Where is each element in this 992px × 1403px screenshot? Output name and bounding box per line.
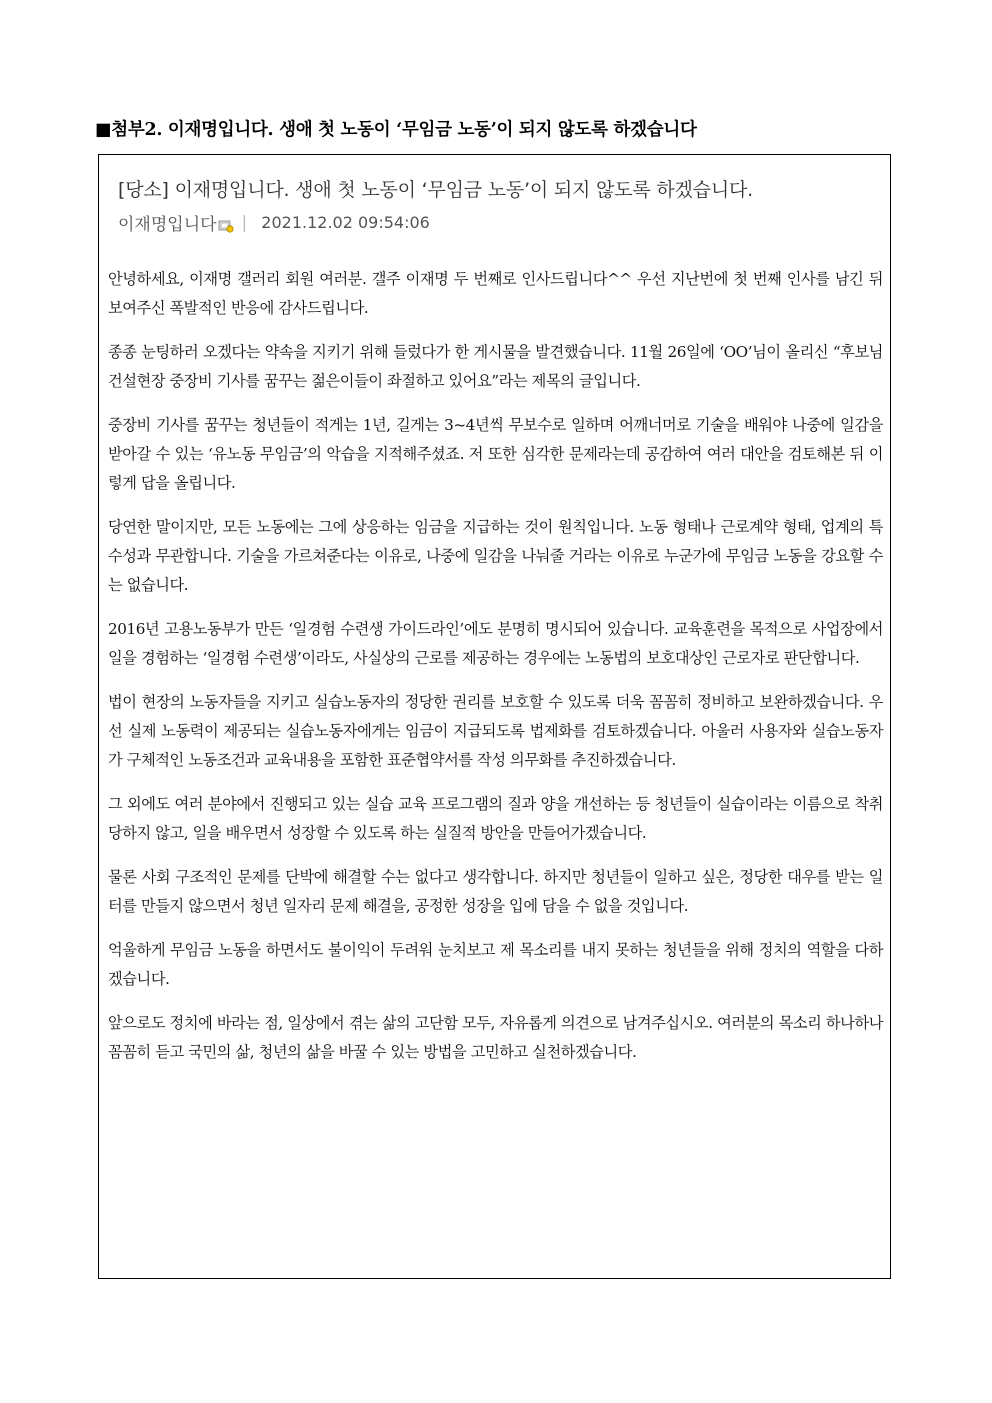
paragraph-9: 억울하게 무임금 노동을 하면서도 불이익이 두려워 눈치보고 제 목소리를 내지 못하는 청년들을 위해 정치의 역할을 다하겠습니다. [108,941,883,988]
post-content [108,265,883,1082]
paragraph-6: 법이 현장의 노동자들을 지키고 실습노동자의 정당한 권리를 보호할 수 있도록 더욱 꼼꼼히 정비하고 보완하겠습니다. 우선 실제 노동력이 제공되는 실습노동자에게는 임금이 지급되도록 법제화를 검토하겠습니다. 아울러 사용자와 실습노동자가 구체적인 노동조건과 교육내용을 포함한 표준협약서를 작성 의무화를 추진하겠습니다. [108,693,883,769]
attachment-title: ■첨부2. 이재명입니다. 생애 첫 노동이 ‘무임금 노동’이 되지 않도록 하겠습니다 [95,120,697,140]
paragraph-7: 그 외에도 여러 분야에서 진행되고 있는 실습 교육 프로그램의 질과 양을 개선하는 등 청년들이 실습이라는 이름으로 착취당하지 않고, 일을 배우면서 성장할 수 있도록 하는 실질적 방안을 만들어가겠습니다. [108,795,883,842]
post-box [98,154,891,1279]
paragraph-1: 안녕하세요, 이재명 갤러리 회원 여러분. 갤주 이재명 두 번째로 인사드립니다^^ 우선 지난번에 첫 번째 인사를 남긴 뒤 보여주신 폭발적인 반응에 감사드립니다. [108,270,883,317]
author-name[interactable]: 이재명입니다 [118,215,217,235]
user-badge-icon [218,218,234,232]
post-datetime: 2021.12.02 09:54:06 [261,213,430,232]
post-meta [118,210,430,235]
meta-separator: | [241,212,248,233]
paragraph-4: 당연한 말이지만, 모든 노동에는 그에 상응하는 임금을 지급하는 것이 원칙입니다. 노동 형태나 근로계약 형태, 업계의 특수성과 무관합니다. 기술을 가르쳐준다는 이유로, 나중에 일감을 나눠줄 거라는 이유로 누군가에 무임금 노동을 강요할 수는 없습니다. [108,518,883,594]
paragraph-2: 종종 눈팅하러 오겠다는 약속을 지키기 위해 들렀다가 한 게시물을 발견했습니다. 11월 26일에 ‘OO’님이 올리신 “후보님 건설현장 중장비 기사를 꿈꾸는 젊은이들이 좌절하고 있어요”라는 제목의 글입니다. [108,343,883,390]
paragraph-8: 물론 사회 구조적인 문제를 단박에 해결할 수는 없다고 생각합니다. 하지만 청년들이 일하고 싶은, 정당한 대우를 받는 일터를 만들지 않으면서 청년 일자리 문제 해결을, 공정한 성장을 입에 담을 수 없을 것입니다. [108,868,883,915]
paragraph-10: 앞으로도 정치에 바라는 점, 일상에서 겪는 삶의 고단함 모두, 자유롭게 의견으로 남겨주십시오. 여러분의 목소리 하나하나 꼼꼼히 듣고 국민의 삶, 청년의 삶을 바꿀 수 있는 방법을 고민하고 실천하겠습니다. [108,1014,883,1061]
post-title[interactable]: [당소] 이재명입니다. 생애 첫 노동이 ‘무임금 노동’이 되지 않도록 하겠습니다. [118,179,753,201]
paragraph-3: 중장비 기사를 꿈꾸는 청년들이 적게는 1년, 길게는 3~4년씩 무보수로 일하며 어깨너머로 기술을 배워야 나중에 일감을 받아갈 수 있는 ‘유노동 무임금’의 악습을 지적해주셨죠. 저 또한 심각한 문제라는데 공감하여 여러 대안을 검토해본 뒤 이렇게 답을 올립니다. [108,416,883,492]
paragraph-5: 2016년 고용노동부가 만든 ‘일경험 수련생 가이드라인’에도 분명히 명시되어 있습니다. 교육훈련을 목적으로 사업장에서 일을 경험하는 ‘일경험 수련생’이라도, 사실상의 근로를 제공하는 경우에는 노동법의 보호대상인 근로자로 판단합니다. [108,620,883,667]
